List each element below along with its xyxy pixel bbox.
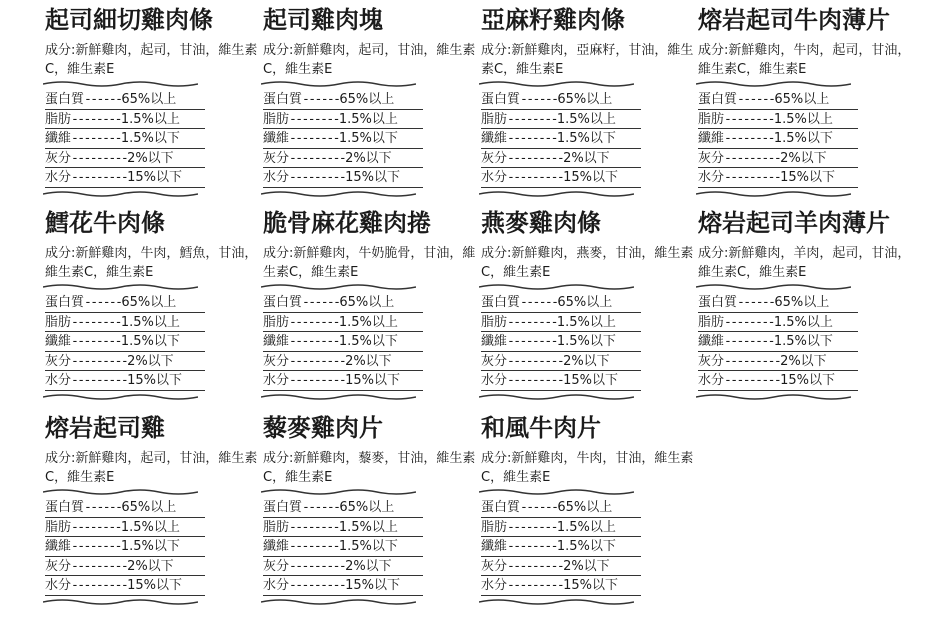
wavy-divider xyxy=(43,190,198,198)
nutrition-dashes: -------- xyxy=(71,131,121,147)
nutrition-row-protein xyxy=(45,90,205,110)
nutrition-row-moisture xyxy=(698,168,858,188)
nutrition-label: 灰分 xyxy=(481,150,508,166)
nutrition-value: 1.5%以上 xyxy=(773,111,833,127)
nutrition-label: 灰分 xyxy=(263,150,290,166)
nutrition-value: 1.5%以下 xyxy=(773,334,833,350)
wavy-divider xyxy=(261,393,416,401)
nutrition-row-fiber xyxy=(698,332,858,352)
nutrition-value: 1.5%以下 xyxy=(338,539,398,555)
wavy-divider xyxy=(479,598,634,606)
nutrition-dashes: --------- xyxy=(724,353,781,369)
nutrition-row-fiber xyxy=(263,129,423,149)
nutrition-row-fiber xyxy=(481,332,641,352)
product-ingredients: 成分:新鮮雞肉，藜麥，甘油，維生素C，維生素E xyxy=(263,451,476,485)
wavy-divider xyxy=(696,80,851,88)
nutrition-value: 65%以上 xyxy=(557,295,613,310)
nutrition-table xyxy=(698,90,928,188)
nutrition-dashes: --------- xyxy=(507,578,564,594)
nutrition-dashes: --------- xyxy=(71,150,128,166)
nutrition-value: 2%以下 xyxy=(563,150,610,166)
nutrition-label: 蛋白質 xyxy=(481,295,521,310)
nutrition-row-ash xyxy=(263,149,423,169)
row-underline xyxy=(45,390,205,391)
nutrition-label: 脂肪 xyxy=(698,111,725,127)
nutrition-value: 15%以下 xyxy=(563,170,618,186)
nutrition-label: 蛋白質 xyxy=(698,295,738,310)
nutrition-row-protein xyxy=(263,498,423,518)
row-underline xyxy=(698,187,858,188)
product-card-cheese-chicken-strips xyxy=(45,5,275,198)
nutrition-label: 灰分 xyxy=(45,353,72,369)
nutrition-label: 灰分 xyxy=(263,353,290,369)
nutrition-label: 灰分 xyxy=(481,353,508,369)
nutrition-value: 15%以下 xyxy=(345,170,400,186)
nutrition-label: 纖維 xyxy=(481,334,508,350)
nutrition-row-protein xyxy=(45,498,205,518)
nutrition-dashes: -------- xyxy=(71,334,121,350)
wavy-divider xyxy=(479,80,634,88)
nutrition-value: 15%以下 xyxy=(563,578,618,594)
nutrition-row-fat xyxy=(45,110,205,130)
nutrition-row-fat xyxy=(45,313,205,333)
product-ingredients: 成分:新鮮雞肉，牛肉，鱈魚，甘油，維生素C，維生素E xyxy=(45,246,258,280)
nutrition-value: 1.5%以下 xyxy=(556,539,616,555)
nutrition-table xyxy=(481,293,711,391)
nutrition-table xyxy=(481,498,711,596)
wavy-divider xyxy=(479,190,634,198)
nutrition-label: 水分 xyxy=(481,373,508,389)
product-title: 燕麥雞肉條 xyxy=(481,209,601,237)
nutrition-row-protein xyxy=(481,293,641,313)
nutrition-dashes: ------ xyxy=(520,500,558,515)
nutrition-dashes: --------- xyxy=(507,558,564,574)
nutrition-value: 2%以下 xyxy=(563,558,610,574)
nutrition-row-fat xyxy=(481,110,641,130)
wavy-divider xyxy=(261,190,416,198)
nutrition-value: 1.5%以下 xyxy=(120,131,180,147)
nutrition-label: 纖維 xyxy=(45,131,72,147)
nutrition-table xyxy=(45,90,275,188)
nutrition-dashes: --------- xyxy=(507,373,564,389)
nutrition-label: 脂肪 xyxy=(698,314,725,330)
nutrition-label: 脂肪 xyxy=(45,314,72,330)
nutrition-value: 1.5%以下 xyxy=(773,131,833,147)
nutrition-dashes: -------- xyxy=(724,111,774,127)
nutrition-label: 灰分 xyxy=(263,558,290,574)
wavy-divider xyxy=(43,598,198,606)
product-card-japanese-beef-slices xyxy=(481,413,711,606)
nutrition-value: 65%以上 xyxy=(121,295,177,310)
nutrition-row-fiber xyxy=(45,332,205,352)
nutrition-value: 2%以下 xyxy=(345,558,392,574)
nutrition-dashes: -------- xyxy=(507,519,557,535)
nutrition-table xyxy=(263,293,493,391)
nutrition-row-moisture xyxy=(263,576,423,596)
nutrition-label: 灰分 xyxy=(698,353,725,369)
row-underline xyxy=(481,595,641,596)
nutrition-row-moisture xyxy=(45,168,205,188)
nutrition-row-moisture xyxy=(45,371,205,391)
nutrition-value: 2%以下 xyxy=(563,353,610,369)
wavy-divider xyxy=(696,393,851,401)
nutrition-label: 纖維 xyxy=(263,334,290,350)
product-ingredients: 成分:新鮮雞肉，亞麻籽，甘油，維生素C，維生素E xyxy=(481,43,694,77)
nutrition-value: 2%以下 xyxy=(345,150,392,166)
nutrition-label: 蛋白質 xyxy=(45,500,85,515)
nutrition-dashes: ------ xyxy=(737,92,775,107)
nutrition-dashes: -------- xyxy=(289,314,339,330)
nutrition-dashes: -------- xyxy=(71,519,121,535)
wavy-divider xyxy=(43,80,198,88)
nutrition-label: 脂肪 xyxy=(481,314,508,330)
product-card-cheese-chicken-chunks xyxy=(263,5,493,198)
nutrition-row-moisture xyxy=(481,168,641,188)
product-ingredients: 成分:新鮮雞肉，燕麥，甘油，維生素C，維生素E xyxy=(481,246,694,280)
nutrition-dashes: -------- xyxy=(289,539,339,555)
nutrition-dashes: -------- xyxy=(71,314,121,330)
nutrition-table xyxy=(698,293,928,391)
product-title: 藜麥雞肉片 xyxy=(263,414,383,442)
nutrition-value: 1.5%以下 xyxy=(338,334,398,350)
nutrition-dashes: --------- xyxy=(507,170,564,186)
nutrition-dashes: -------- xyxy=(724,334,774,350)
wavy-divider xyxy=(479,283,634,291)
nutrition-dashes: -------- xyxy=(71,539,121,555)
nutrition-value: 65%以上 xyxy=(339,295,395,310)
nutrition-row-moisture xyxy=(263,371,423,391)
nutrition-row-moisture xyxy=(698,371,858,391)
wavy-divider xyxy=(696,283,851,291)
nutrition-value: 15%以下 xyxy=(127,373,182,389)
nutrition-value: 65%以上 xyxy=(557,92,613,107)
nutrition-value: 1.5%以下 xyxy=(120,334,180,350)
nutrition-label: 脂肪 xyxy=(45,111,72,127)
nutrition-row-fiber xyxy=(481,129,641,149)
nutrition-row-ash xyxy=(481,557,641,577)
nutrition-dashes: --------- xyxy=(724,170,781,186)
nutrition-row-fiber xyxy=(45,537,205,557)
nutrition-row-protein xyxy=(263,293,423,313)
nutrition-value: 15%以下 xyxy=(563,373,618,389)
nutrition-dashes: ------ xyxy=(737,295,775,310)
product-title: 鱈花牛肉條 xyxy=(45,209,165,237)
nutrition-label: 纖維 xyxy=(481,131,508,147)
nutrition-dashes: -------- xyxy=(724,314,774,330)
nutrition-row-fat xyxy=(263,110,423,130)
nutrition-dashes: --------- xyxy=(289,578,346,594)
nutrition-dashes: ------ xyxy=(520,295,558,310)
product-card-lava-cheese-lamb-slices xyxy=(698,208,928,401)
nutrition-label: 灰分 xyxy=(481,558,508,574)
product-card-oat-chicken-strips xyxy=(481,208,711,401)
nutrition-value: 1.5%以上 xyxy=(120,519,180,535)
nutrition-value: 1.5%以上 xyxy=(556,111,616,127)
nutrition-row-ash xyxy=(698,352,858,372)
nutrition-row-fat xyxy=(263,313,423,333)
row-underline xyxy=(481,187,641,188)
nutrition-dashes: ------ xyxy=(84,295,122,310)
nutrition-dashes: --------- xyxy=(289,353,346,369)
nutrition-value: 15%以下 xyxy=(345,373,400,389)
nutrition-row-moisture xyxy=(481,371,641,391)
row-underline xyxy=(263,390,423,391)
product-ingredients: 成分:新鮮雞肉，起司，甘油，維生素C，維生素E xyxy=(263,43,476,77)
nutrition-dashes: -------- xyxy=(289,111,339,127)
nutrition-row-fiber xyxy=(263,537,423,557)
nutrition-label: 纖維 xyxy=(45,334,72,350)
nutrition-row-moisture xyxy=(45,576,205,596)
nutrition-label: 水分 xyxy=(45,373,72,389)
wavy-divider xyxy=(43,283,198,291)
nutrition-value: 65%以上 xyxy=(774,295,830,310)
nutrition-dashes: --------- xyxy=(71,353,128,369)
product-title: 和風牛肉片 xyxy=(481,414,601,442)
nutrition-row-fat xyxy=(481,313,641,333)
nutrition-label: 水分 xyxy=(481,170,508,186)
nutrition-row-fat xyxy=(263,518,423,538)
nutrition-label: 蛋白質 xyxy=(263,92,303,107)
nutrition-dashes: ------ xyxy=(520,92,558,107)
nutrition-value: 2%以下 xyxy=(345,353,392,369)
wavy-divider xyxy=(43,488,198,496)
nutrition-value: 65%以上 xyxy=(339,92,395,107)
nutrition-dashes: ------ xyxy=(84,92,122,107)
nutrition-label: 灰分 xyxy=(45,558,72,574)
nutrition-value: 15%以下 xyxy=(127,578,182,594)
nutrition-table xyxy=(45,293,275,391)
wavy-divider xyxy=(479,488,634,496)
nutrition-row-ash xyxy=(481,149,641,169)
product-card-lava-cheese-chicken xyxy=(45,413,275,606)
nutrition-value: 1.5%以上 xyxy=(338,519,398,535)
nutrition-dashes: -------- xyxy=(724,131,774,147)
nutrition-label: 水分 xyxy=(698,170,725,186)
nutrition-row-fat xyxy=(698,313,858,333)
product-ingredients: 成分:新鮮雞肉，牛肉，甘油，維生素C，維生素E xyxy=(481,451,694,485)
nutrition-dashes: --------- xyxy=(71,373,128,389)
row-underline xyxy=(263,595,423,596)
nutrition-dashes: -------- xyxy=(507,539,557,555)
nutrition-row-moisture xyxy=(481,576,641,596)
nutrition-row-ash xyxy=(45,352,205,372)
nutrition-value: 1.5%以下 xyxy=(556,131,616,147)
nutrition-label: 水分 xyxy=(698,373,725,389)
nutrition-row-protein xyxy=(263,90,423,110)
nutrition-value: 2%以下 xyxy=(780,150,827,166)
nutrition-value: 65%以上 xyxy=(339,500,395,515)
product-ingredients: 成分:新鮮雞肉，牛肉，起司，甘油，維生素C，維生素E xyxy=(698,43,911,77)
nutrition-label: 脂肪 xyxy=(263,111,290,127)
nutrition-dashes: --------- xyxy=(289,150,346,166)
nutrition-label: 水分 xyxy=(45,578,72,594)
nutrition-table xyxy=(263,90,493,188)
nutrition-label: 脂肪 xyxy=(263,519,290,535)
nutrition-dashes: -------- xyxy=(507,334,557,350)
nutrition-row-fat xyxy=(698,110,858,130)
nutrition-row-protein xyxy=(481,498,641,518)
nutrition-row-ash xyxy=(263,352,423,372)
nutrition-dashes: -------- xyxy=(289,131,339,147)
nutrition-dashes: ------ xyxy=(302,500,340,515)
nutrition-value: 1.5%以上 xyxy=(556,314,616,330)
nutrition-label: 脂肪 xyxy=(481,519,508,535)
product-title: 起司雞肉塊 xyxy=(263,6,383,34)
wavy-divider xyxy=(261,80,416,88)
nutrition-row-fat xyxy=(45,518,205,538)
nutrition-value: 2%以下 xyxy=(127,353,174,369)
nutrition-dashes: ------ xyxy=(84,500,122,515)
nutrition-dashes: --------- xyxy=(71,558,128,574)
nutrition-label: 水分 xyxy=(45,170,72,186)
nutrition-label: 纖維 xyxy=(263,131,290,147)
nutrition-label: 蛋白質 xyxy=(263,500,303,515)
row-underline xyxy=(698,390,858,391)
nutrition-dashes: -------- xyxy=(289,334,339,350)
nutrition-dashes: ------ xyxy=(302,295,340,310)
product-title: 亞麻籽雞肉條 xyxy=(481,6,625,34)
nutrition-dashes: -------- xyxy=(71,111,121,127)
nutrition-table xyxy=(481,90,711,188)
nutrition-value: 65%以上 xyxy=(774,92,830,107)
wavy-divider xyxy=(43,393,198,401)
nutrition-row-ash xyxy=(45,149,205,169)
nutrition-row-ash xyxy=(263,557,423,577)
nutrition-value: 2%以下 xyxy=(780,353,827,369)
wavy-divider xyxy=(261,283,416,291)
nutrition-row-fiber xyxy=(45,129,205,149)
nutrition-value: 2%以下 xyxy=(127,558,174,574)
product-ingredients: 成分:新鮮雞肉，起司，甘油，維生素C，維生素E xyxy=(45,451,258,485)
nutrition-label: 蛋白質 xyxy=(481,500,521,515)
product-card-flaxseed-chicken-strips xyxy=(481,5,711,198)
row-underline xyxy=(481,390,641,391)
product-card-cod-beef-strips xyxy=(45,208,275,401)
nutrition-table xyxy=(45,498,275,596)
product-ingredients: 成分:新鮮雞肉，羊肉，起司，甘油，維生素C，維生素E xyxy=(698,246,911,280)
nutrition-label: 水分 xyxy=(481,578,508,594)
nutrition-label: 脂肪 xyxy=(263,314,290,330)
nutrition-dashes: --------- xyxy=(507,150,564,166)
nutrition-value: 15%以下 xyxy=(780,373,835,389)
row-underline xyxy=(45,187,205,188)
wavy-divider xyxy=(479,393,634,401)
nutrition-value: 1.5%以上 xyxy=(556,519,616,535)
nutrition-label: 蛋白質 xyxy=(481,92,521,107)
nutrition-value: 1.5%以上 xyxy=(773,314,833,330)
nutrition-value: 15%以下 xyxy=(127,170,182,186)
nutrition-dashes: --------- xyxy=(71,170,128,186)
nutrition-value: 65%以上 xyxy=(121,500,177,515)
nutrition-row-fiber xyxy=(263,332,423,352)
nutrition-label: 纖維 xyxy=(698,131,725,147)
nutrition-label: 蛋白質 xyxy=(698,92,738,107)
nutrition-value: 15%以下 xyxy=(780,170,835,186)
wavy-divider xyxy=(696,190,851,198)
nutrition-value: 1.5%以下 xyxy=(120,539,180,555)
nutrition-value: 1.5%以上 xyxy=(338,111,398,127)
wavy-divider xyxy=(261,598,416,606)
nutrition-value: 1.5%以下 xyxy=(338,131,398,147)
product-ingredients: 成分:新鮮雞肉，牛奶脆骨，甘油，維生素C，維生素E xyxy=(263,246,476,280)
wavy-divider xyxy=(261,488,416,496)
nutrition-dashes: --------- xyxy=(71,578,128,594)
nutrition-dashes: --------- xyxy=(289,373,346,389)
nutrition-row-protein xyxy=(45,293,205,313)
nutrition-value: 1.5%以上 xyxy=(120,314,180,330)
nutrition-value: 65%以上 xyxy=(557,500,613,515)
nutrition-label: 脂肪 xyxy=(45,519,72,535)
nutrition-row-fiber xyxy=(698,129,858,149)
nutrition-dashes: -------- xyxy=(507,131,557,147)
nutrition-label: 灰分 xyxy=(45,150,72,166)
nutrition-label: 水分 xyxy=(263,578,290,594)
nutrition-row-ash xyxy=(698,149,858,169)
product-ingredients: 成分:新鮮雞肉，起司，甘油，維生素C，維生素E xyxy=(45,43,258,77)
nutrition-label: 蛋白質 xyxy=(263,295,303,310)
nutrition-label: 蛋白質 xyxy=(45,295,85,310)
nutrition-dashes: --------- xyxy=(289,170,346,186)
nutrition-value: 1.5%以下 xyxy=(556,334,616,350)
product-card-lava-cheese-beef-slices xyxy=(698,5,928,198)
nutrition-value: 1.5%以上 xyxy=(338,314,398,330)
nutrition-dashes: -------- xyxy=(507,111,557,127)
nutrition-label: 脂肪 xyxy=(481,111,508,127)
product-title: 脆骨麻花雞肉捲 xyxy=(263,209,431,237)
nutrition-value: 65%以上 xyxy=(121,92,177,107)
nutrition-label: 蛋白質 xyxy=(45,92,85,107)
nutrition-table xyxy=(263,498,493,596)
product-card-crunchy-twist-chicken-roll xyxy=(263,208,493,401)
nutrition-row-ash xyxy=(45,557,205,577)
nutrition-dashes: -------- xyxy=(507,314,557,330)
product-card-quinoa-chicken-slices xyxy=(263,413,493,606)
nutrition-row-fiber xyxy=(481,537,641,557)
product-title: 熔岩起司雞 xyxy=(45,414,165,442)
nutrition-label: 水分 xyxy=(263,373,290,389)
product-title: 熔岩起司羊肉薄片 xyxy=(698,209,890,237)
nutrition-value: 1.5%以上 xyxy=(120,111,180,127)
nutrition-value: 15%以下 xyxy=(345,578,400,594)
nutrition-row-protein xyxy=(481,90,641,110)
product-title: 起司細切雞肉條 xyxy=(45,6,213,34)
row-underline xyxy=(263,187,423,188)
nutrition-dashes: --------- xyxy=(289,558,346,574)
nutrition-label: 水分 xyxy=(263,170,290,186)
nutrition-value: 2%以下 xyxy=(127,150,174,166)
nutrition-dashes: -------- xyxy=(289,519,339,535)
nutrition-label: 灰分 xyxy=(698,150,725,166)
nutrition-row-protein xyxy=(698,90,858,110)
row-underline xyxy=(45,595,205,596)
nutrition-dashes: --------- xyxy=(507,353,564,369)
nutrition-dashes: --------- xyxy=(724,150,781,166)
nutrition-label: 纖維 xyxy=(45,539,72,555)
nutrition-label: 纖維 xyxy=(481,539,508,555)
nutrition-row-protein xyxy=(698,293,858,313)
nutrition-dashes: --------- xyxy=(724,373,781,389)
nutrition-label: 纖維 xyxy=(263,539,290,555)
nutrition-row-ash xyxy=(481,352,641,372)
nutrition-row-fat xyxy=(481,518,641,538)
nutrition-row-moisture xyxy=(263,168,423,188)
nutrition-label: 纖維 xyxy=(698,334,725,350)
product-title: 熔岩起司牛肉薄片 xyxy=(698,6,890,34)
nutrition-dashes: ------ xyxy=(302,92,340,107)
